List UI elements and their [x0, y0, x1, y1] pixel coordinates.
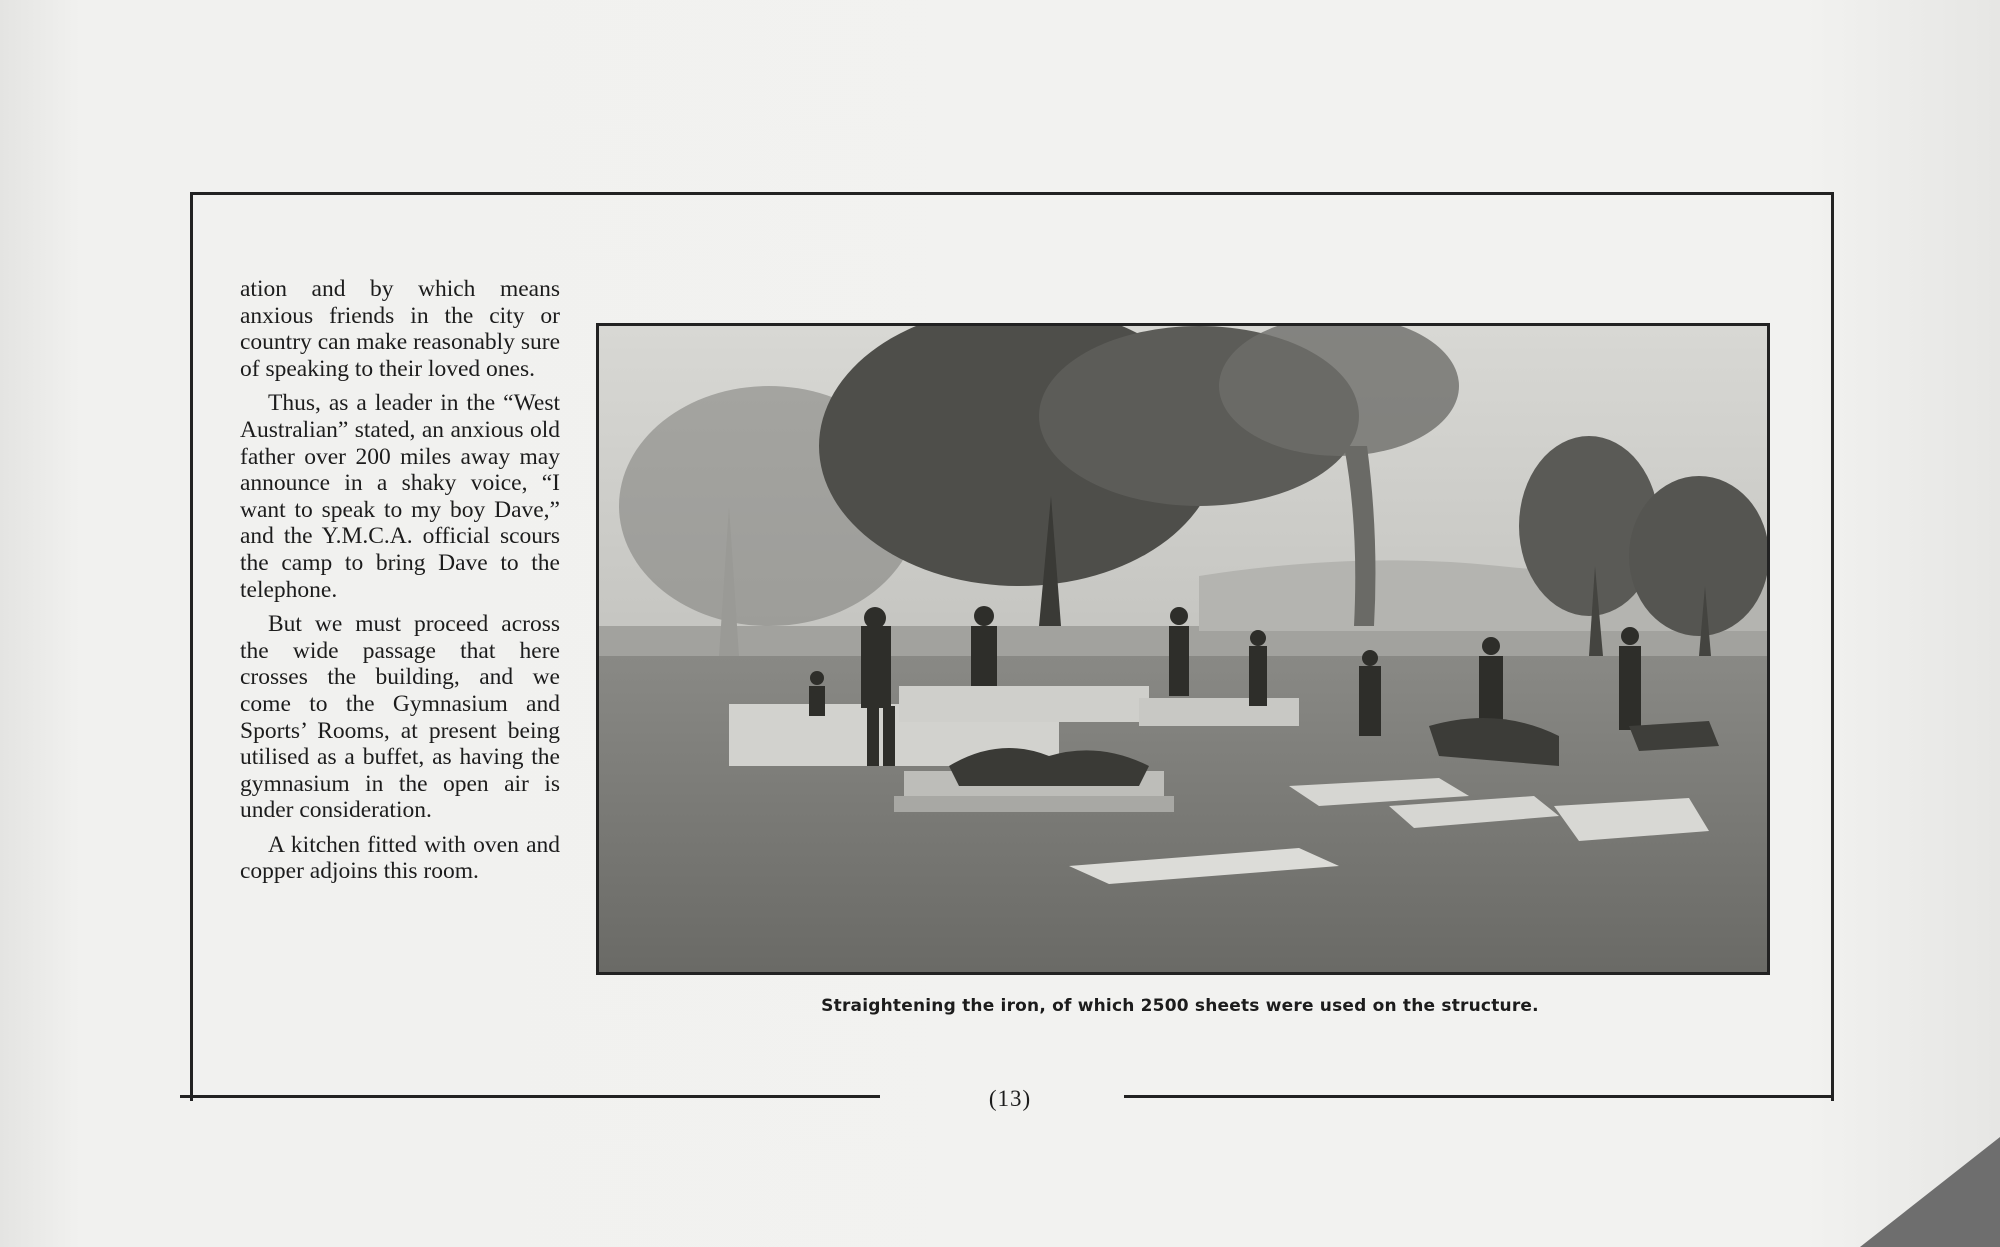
article-text-column: [240, 276, 560, 893]
article-paragraph-4: A kitchen fitted with oven and copper adjoins this room.: [240, 831, 560, 885]
page-number: (13): [988, 1086, 1032, 1111]
photograph-workers-straightening-iron: [596, 323, 1770, 975]
photo-caption: Straightening the iron, of which 2500 sheets were used on the structure.: [821, 996, 1539, 1016]
photo-illustration: [599, 326, 1767, 972]
bottom-rule-right: [1124, 1095, 1832, 1098]
article-paragraph-2: Thus, as a leader in the “West Australian” stated, an anxious old father over 200 miles away may announce in a shaky voice, “I want to speak to my boy Dave,” and the Y.M.C.A. official scours the camp to bring Dave to the telephone.: [240, 390, 560, 603]
bottom-rule-left: [180, 1095, 880, 1098]
article-paragraph-1: ation and by which means anxious friends in the city or country can make reasonably sure of speaking to their loved ones.: [240, 276, 560, 382]
article-paragraph-3: But we must proceed across the wide passage that here crosses the building, and we come to the Gymnasium and Sports’ Rooms, at present being utilised as a buffet, as having the gymnasium in the open air is under consideration.: [240, 611, 560, 824]
page-corner-shadow: [1860, 1137, 2000, 1247]
